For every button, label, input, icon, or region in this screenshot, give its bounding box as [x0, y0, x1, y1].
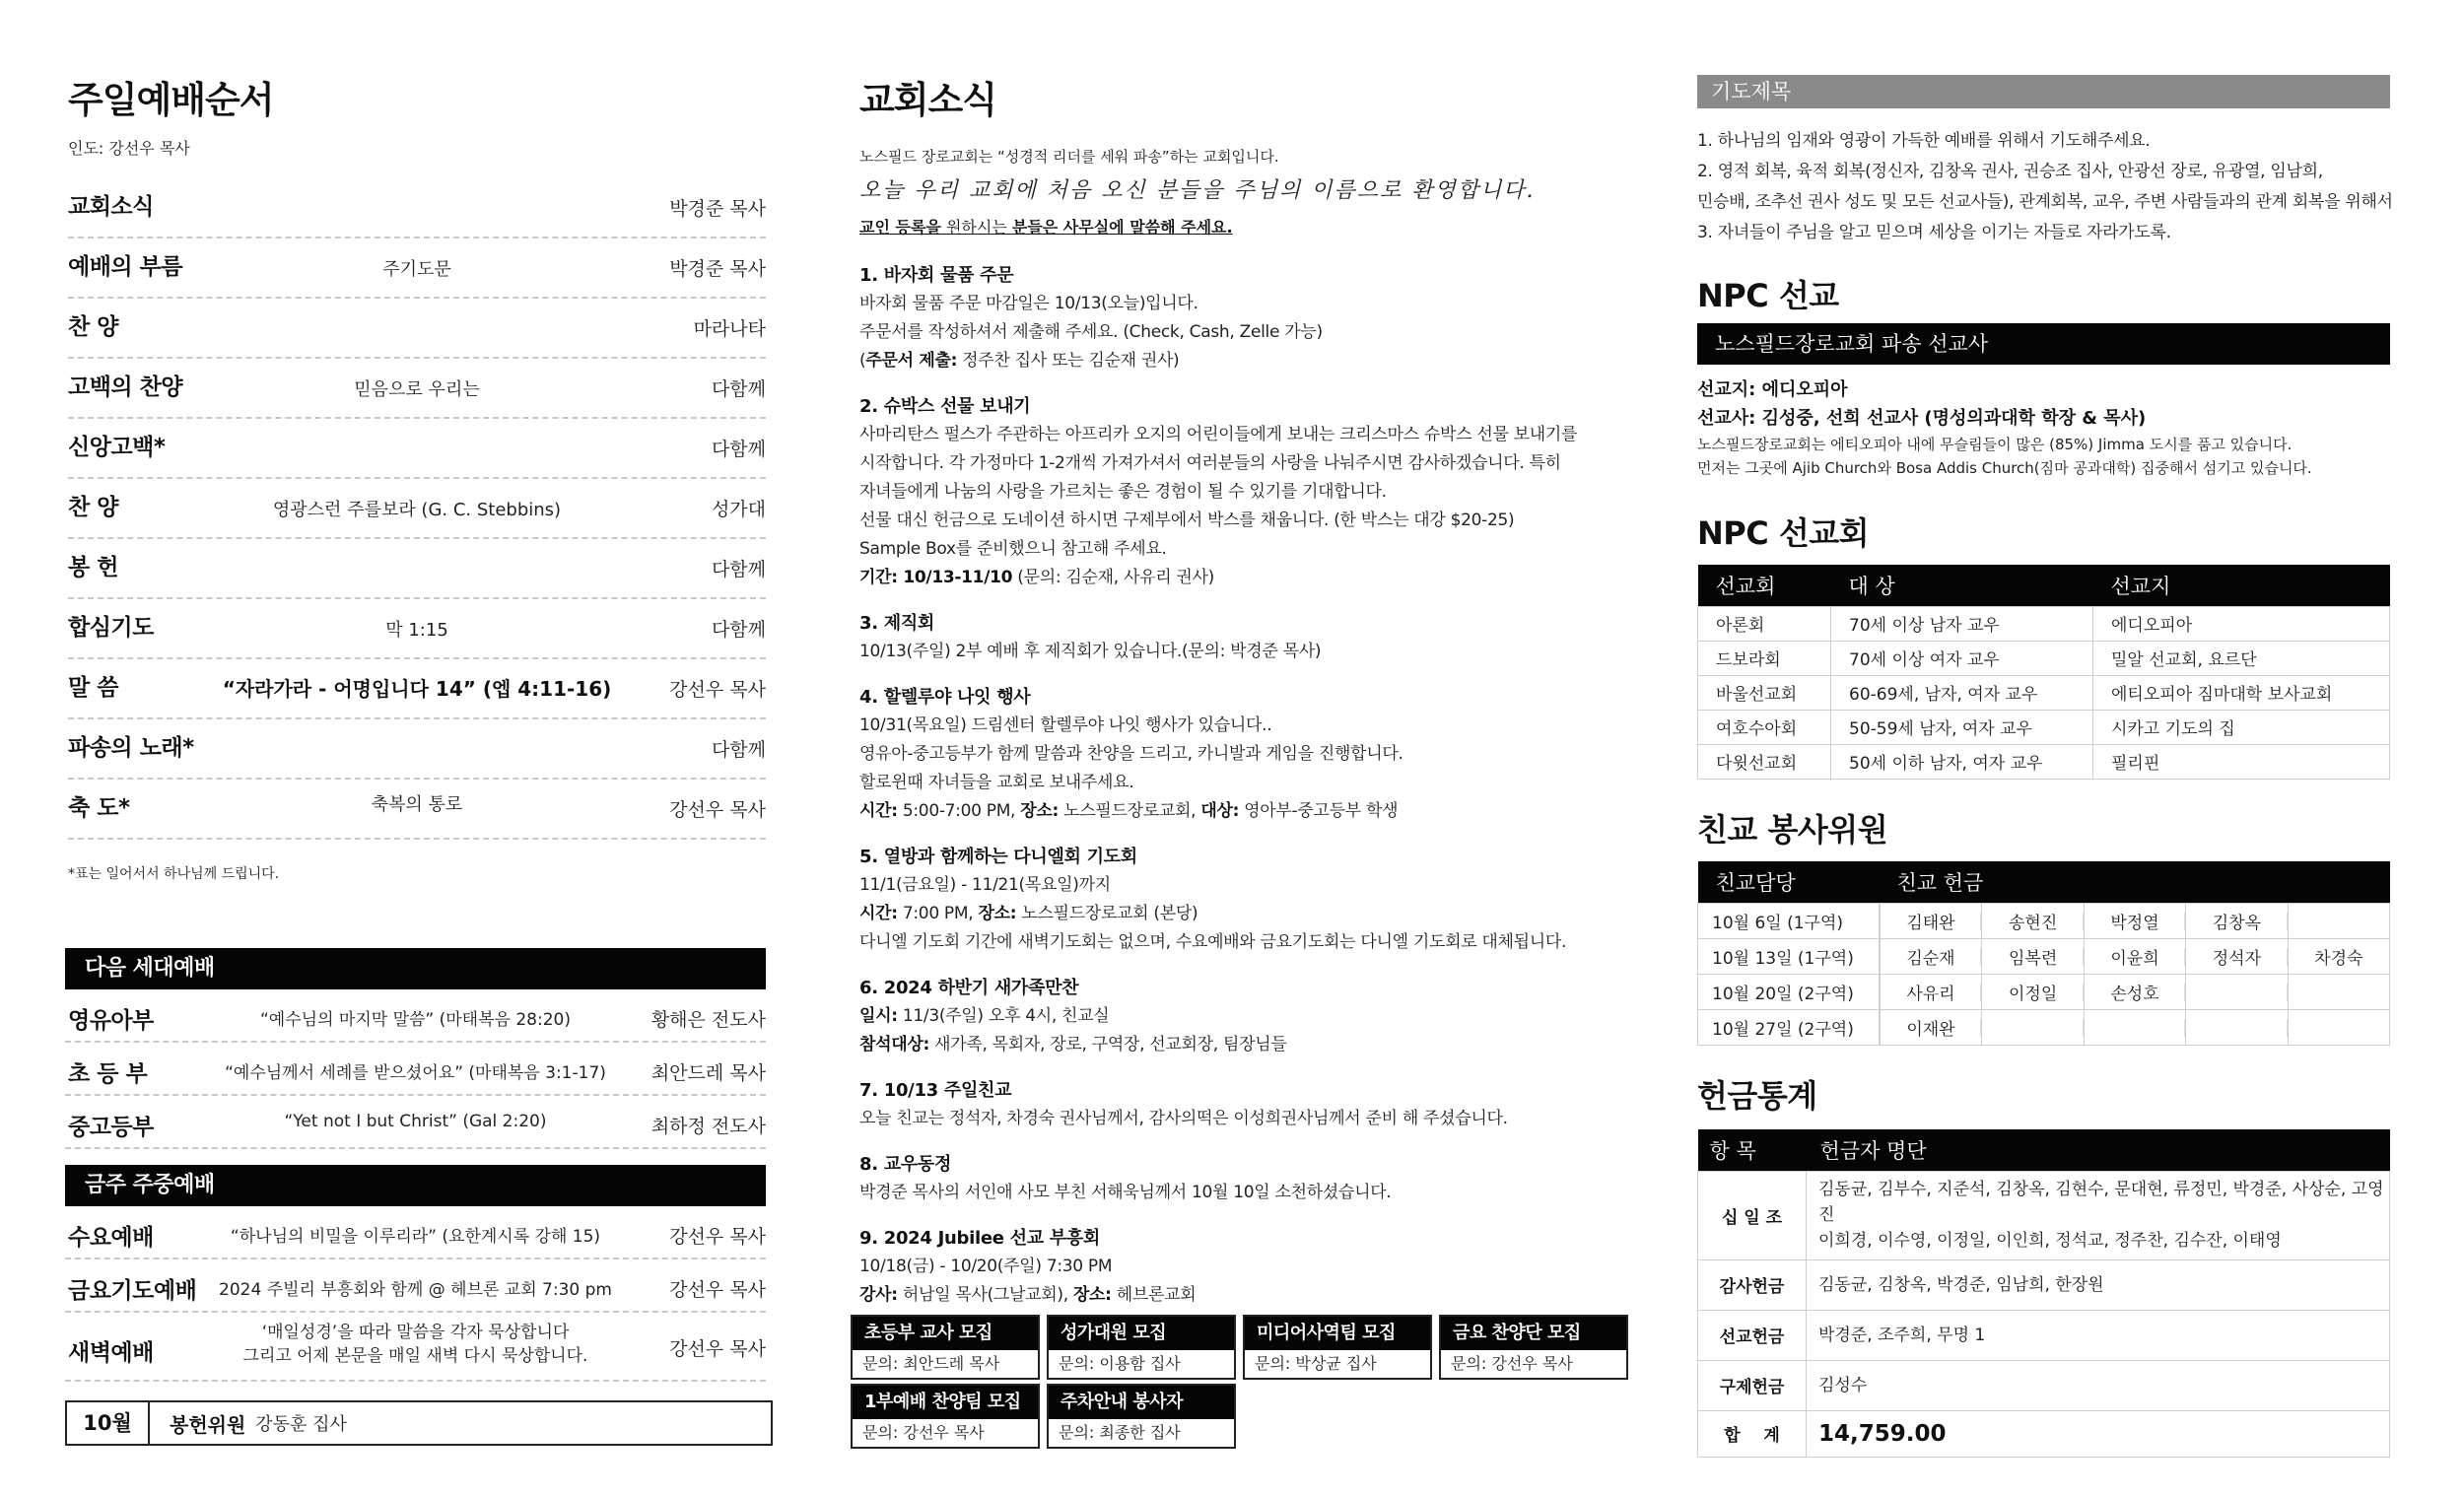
table-header-row — [1698, 861, 2390, 903]
committee-name: 강동훈 집사 — [255, 1414, 347, 1435]
fellowship-name — [2186, 974, 2288, 1009]
news-item — [859, 975, 1648, 1059]
order-row — [68, 719, 766, 780]
news-line: 10/18(금) - 10/20(주일) 7:30 PM — [859, 1257, 1113, 1276]
offering-title: 헌금통계 — [1697, 1077, 1817, 1115]
order-detail: 영광스런 주를보라 (G. C. Stebbins) — [272, 500, 562, 520]
order-leader: 강선우 목사 — [669, 679, 766, 701]
news-line-label: 시간: — [859, 904, 898, 923]
service-leader: 강선우 목사 — [669, 1226, 766, 1248]
order-row — [68, 539, 766, 599]
recruit-title: 주차안내 봉사자 — [1049, 1386, 1234, 1419]
recruit-title: 미디어사역팀 모집 — [1245, 1317, 1430, 1350]
prayer-item: 3. 자녀들이 주님을 알고 믿으며 세상을 이기는 자들로 자라가도록. — [1697, 223, 2171, 242]
fellowship-name: 박정열 — [2084, 903, 2185, 938]
fellowship-name — [2288, 1009, 2389, 1045]
service-detail-line: 그리고 어제 본문을 매일 새벽 다시 묵상합니다. — [242, 1346, 588, 1366]
recruit-contact: 문의: 최안드레 목사 — [853, 1350, 1038, 1378]
table-row — [1698, 938, 2390, 974]
table-header-row — [1698, 1129, 2390, 1171]
sermon-title: “자라가라 - 어명입니다 14” (엡 4:11-16) — [222, 677, 612, 701]
service-row — [65, 1096, 766, 1149]
recruit-contact: 문의: 강선우 목사 — [853, 1419, 1038, 1447]
news-line: Sample Box를 준비했으니 참고해 주세요. — [859, 539, 1167, 559]
order-leader: 박경준 목사 — [669, 198, 766, 220]
recruit-contact: 문의: 최종한 집사 — [1049, 1419, 1234, 1447]
news-item — [859, 1225, 1648, 1310]
mission-field: 선교지: 에디오피아 — [1697, 379, 1848, 400]
order-leader: 성가대 — [711, 499, 766, 520]
column-header: 항 목 — [1698, 1129, 1807, 1171]
service-detail: “예수님께서 세례를 받으셨어요” (마태복음 3:1-17) — [225, 1063, 606, 1083]
order-detail: 주기도문 — [382, 259, 451, 280]
order-leader: 박경준 목사 — [669, 258, 766, 280]
offering-donors: 박경준, 조주희, 무명 1 — [1807, 1310, 2390, 1360]
service-detail: “하나님의 비밀을 이루리라” (요한계시록 강해 15) — [230, 1227, 601, 1247]
order-label: 예배의 부름 — [68, 254, 183, 280]
order-leader: 다함께 — [711, 378, 766, 400]
mission-title: NPC 선교 — [1697, 277, 1839, 314]
news-item — [859, 262, 1648, 375]
recruit-card — [851, 1315, 1040, 1380]
worship-leader: 인도: 강선우 목사 — [68, 139, 190, 158]
news-item-title: 3. 제직회 — [859, 613, 934, 634]
committee-label: 봉헌위원 — [170, 1412, 246, 1437]
order-leader: 강선우 목사 — [669, 799, 766, 821]
fellowship-name: 김태완 — [1880, 903, 1982, 938]
offering-item: 구제헌금 — [1698, 1360, 1807, 1410]
fellowship-date: 10월 27일 (2구역) — [1698, 1009, 1880, 1045]
news-line — [859, 347, 1648, 375]
service-leader: 강선우 목사 — [669, 1338, 766, 1360]
news-line — [859, 564, 1648, 592]
news-line-part: 허남일 목사(그날교회), — [897, 1285, 1073, 1305]
table-row — [1698, 1360, 2390, 1410]
order-row — [68, 780, 766, 840]
fellowship-name — [2084, 1009, 2185, 1045]
news-item-title: 6. 2024 하반기 새가족만찬 — [859, 978, 1079, 998]
weekday-service-header: 금주 주중예배 — [65, 1165, 766, 1206]
standing-footnote: *표는 일어서서 하나님께 드립니다. — [68, 866, 280, 882]
mission-info — [1697, 375, 2312, 480]
fellowship-name: 이윤희 — [2084, 938, 2185, 974]
service-detail: “예수님의 마지막 말씀” (마태복음 28:20) — [260, 1010, 571, 1030]
service-label: 금요기도예배 — [68, 1278, 197, 1304]
recruit-contact: 문의: 이용함 집사 — [1049, 1350, 1234, 1378]
news-line-part: 노스필드장로교회, — [1059, 801, 1201, 821]
news-line: 자녀들에게 나눔의 사랑을 가르치는 좋은 경험이 될 수 있기를 기대합니다. — [859, 482, 1387, 502]
news-line-label: 장소: — [1072, 1285, 1112, 1305]
table-cell: 시카고 기도의 집 — [2093, 710, 2390, 744]
order-row — [68, 238, 766, 299]
news-line: 박경준 목사의 서인애 사모 부친 서해욱님께서 10월 10일 소천하셨습니다. — [859, 1183, 1392, 1202]
news-line — [859, 900, 1648, 928]
prayer-item: 1. 하나님의 임재와 영광이 가득한 예배를 위해서 기도해주세요. — [1697, 131, 2151, 151]
order-label: 신앙고백* — [68, 435, 166, 460]
offering-committee-box — [65, 1400, 773, 1446]
mission-groups-title: NPC 선교회 — [1697, 514, 1870, 552]
news-line-label: 일시: — [859, 1006, 898, 1026]
prayer-item: 민승배, 조추선 권사 성도 및 모든 선교사들), 관계회복, 교우, 주변 사람들과의 관계 회복을 위해서 — [1697, 192, 2393, 212]
fellowship-name — [1982, 1009, 2084, 1045]
fellowship-name: 이재완 — [1880, 1009, 1982, 1045]
recruit-contact: 문의: 강선우 목사 — [1441, 1350, 1626, 1378]
table-cell: 50세 이하 남자, 여자 교우 — [1831, 744, 2093, 779]
service-leader: 최안드레 목사 — [650, 1062, 766, 1084]
news-line-label: 참석대상: — [859, 1035, 929, 1054]
offering-donors: 김성수 — [1807, 1360, 2390, 1410]
news-line: 할로윈때 자녀들을 교회로 보내주세요. — [859, 773, 1134, 792]
table-row — [1698, 606, 2390, 641]
news-line: 11/1(금요일) - 11/21(목요일)까지 — [859, 875, 1111, 895]
fellowship-name — [2288, 903, 2389, 938]
order-row — [68, 479, 766, 539]
table-cell: 밀알 선교회, 요르단 — [2093, 641, 2390, 675]
church-motto: 노스필드 장로교회는 “성경적 리더를 세워 파송”하는 교회입니다. — [859, 148, 1279, 166]
column-header: 대 상 — [1831, 565, 2093, 606]
fellowship-date: 10월 13일 (1구역) — [1698, 938, 1880, 974]
service-label: 수요예배 — [68, 1225, 154, 1251]
service-row — [65, 1206, 766, 1259]
service-leader: 최하정 전도사 — [650, 1116, 766, 1137]
news-item — [859, 1151, 1648, 1207]
table-row — [1698, 744, 2390, 779]
news-item-title: 5. 열방과 함께하는 다니엘회 기도회 — [859, 847, 1137, 867]
service-label: 새벽예배 — [68, 1340, 154, 1366]
table-row — [1698, 641, 2390, 675]
fellowship-name: 김순재 — [1880, 938, 1982, 974]
news-line: 바자회 물품 주문 마감일은 10/13(오늘)입니다. — [859, 294, 1198, 313]
missionary-name: 선교사: 김성중, 선희 선교사 (명성의과대학 학장 & 목사) — [1697, 408, 2147, 429]
table-row — [1698, 1009, 2390, 1045]
mission-description: 먼저는 그곳에 Ajib Church와 Bosa Addis Church(짐마 공과대학) 집중해서 섬기고 있습니다. — [1697, 459, 2312, 477]
service-row — [65, 989, 766, 1043]
table-cell: 필리핀 — [2093, 744, 2390, 779]
offering-item: 십 일 조 — [1698, 1171, 1807, 1259]
order-row — [68, 419, 766, 479]
fellowship-name: 정석자 — [2186, 938, 2288, 974]
welcome-message: 오늘 우리 교회에 처음 오신 분들을 주님의 이름으로 환영합니다. — [859, 178, 1536, 203]
recruit-title: 성가대원 모집 — [1049, 1317, 1234, 1350]
table-cell: 70세 이상 남자 교우 — [1831, 606, 2093, 641]
table-row — [1698, 710, 2390, 744]
news-line: 선물 대신 헌금으로 도네이션 하시면 구제부에서 박스를 채웁니다. (한 박스는 대강 $20-25) — [859, 510, 1515, 530]
news-line: 사마리탄스 펄스가 주관하는 아프리카 오지의 어린이들에게 보내는 크리스마스 슈박스 선물 보내기를 — [859, 425, 1578, 444]
order-leader: 다함께 — [711, 439, 766, 460]
news-item — [859, 393, 1648, 592]
church-news-title: 교회소식 — [859, 79, 996, 121]
donor-line: 이희경, 이수영, 이정일, 이인희, 정석교, 정주찬, 김수잔, 이태영 — [1818, 1231, 2282, 1251]
prayer-header: 기도제목 — [1697, 75, 2390, 108]
news-item — [859, 1077, 1648, 1133]
news-line-part: 새가족, 목회자, 장로, 구역장, 선교회장, 팀장님들 — [929, 1035, 1287, 1054]
news-line-part: 5:00-7:00 PM, — [897, 801, 1021, 821]
order-detail: 막 1:15 — [385, 620, 448, 641]
offering-item: 합 계 — [1698, 1410, 1807, 1457]
fellowship-name: 손성호 — [2084, 974, 2185, 1009]
column-header: 친교담당 — [1698, 861, 1880, 903]
offering-donors: 김동균, 김창옥, 박경준, 임남희, 한장원 — [1807, 1259, 2390, 1310]
table-row — [1698, 1171, 2390, 1259]
news-item-title: 8. 교우동정 — [859, 1154, 952, 1175]
service-detail: 2024 주빌리 부흥회와 함께 @ 헤브론 교회 7:30 pm — [219, 1280, 612, 1300]
table-row — [1698, 1310, 2390, 1360]
table-cell: 에티오피아 짐마대학 보사교회 — [2093, 675, 2390, 710]
column-header: 선교회 — [1698, 565, 1831, 606]
news-line-part: 영아부-중고등부 학생 — [1239, 801, 1399, 821]
registration-note-part: 교인 등록을 — [859, 218, 941, 237]
prayer-list — [1697, 126, 2393, 248]
service-leader: 황해은 전도사 — [650, 1009, 766, 1031]
prayer-item: 2. 영적 회복, 육적 회복(정신자, 김창옥 권사, 권승조 집사, 안광선 장로, 유광열, 임남희, — [1697, 162, 2323, 181]
mission-description: 노스필드장로교회는 에티오피아 내에 무슬림들이 많은 (85%) Jimma 도시를 품고 있습니다. — [1697, 436, 2293, 453]
news-line — [859, 797, 1648, 826]
order-row — [68, 599, 766, 659]
service-detail: “Yet not I but Christ” (Gal 2:20) — [284, 1112, 547, 1131]
next-generation-header: 다음 세대예배 — [65, 948, 766, 989]
news-line: 영유아-중고등부가 함께 말씀과 찬양을 드리고, 카니발과 게임을 진행합니다. — [859, 744, 1403, 764]
news-line-part: 정주찬 집사 또는 김순재 권사) — [957, 351, 1180, 371]
order-label: 축 도* — [68, 795, 130, 821]
table-row — [1698, 1259, 2390, 1310]
order-label: 말 씀 — [68, 675, 118, 701]
order-row — [68, 359, 766, 419]
table-row — [1698, 903, 2390, 938]
order-detail: 축복의 통로 — [371, 794, 463, 815]
news-item-title: 4. 할렐루야 나잇 행사 — [859, 687, 1031, 708]
news-line-label: 기간: 10/13-11/10 — [859, 568, 1013, 587]
recruit-card — [1243, 1315, 1432, 1380]
fellowship-name: 김창옥 — [2186, 903, 2288, 938]
registration-note-part: 분들은 사무실에 말씀해 주세요. — [1011, 218, 1233, 237]
order-label: 교회소식 — [68, 194, 154, 220]
worship-order-list — [68, 178, 766, 840]
fellowship-name: 차경숙 — [2288, 938, 2389, 974]
news-line — [859, 1281, 1648, 1310]
recruit-title: 1부예배 찬양팀 모집 — [853, 1386, 1038, 1419]
recruit-card — [1047, 1384, 1236, 1449]
news-line: 다니엘 기도회 기간에 새벽기도회는 없으며, 수요예배와 금요기도회는 다니엘 기도회로 대체됩니다. — [859, 932, 1567, 952]
service-label: 초 등 부 — [68, 1061, 148, 1087]
table-cell: 바울선교회 — [1698, 675, 1831, 710]
next-generation-section — [65, 948, 766, 1149]
news-line-label: 장소: — [978, 904, 1017, 923]
offering-table — [1697, 1129, 2390, 1458]
order-leader: 다함께 — [711, 739, 766, 761]
order-label: 봉 헌 — [68, 555, 118, 580]
recruit-card — [851, 1384, 1040, 1449]
table-cell: 에디오피아 — [2093, 606, 2390, 641]
news-item-title: 7. 10/13 주일친교 — [859, 1080, 1012, 1101]
table-header-row — [1698, 565, 2390, 606]
order-label: 찬 양 — [68, 314, 118, 340]
news-item — [859, 610, 1648, 666]
news-line-part: 헤브론교회 — [1111, 1285, 1197, 1305]
order-leader: 다함께 — [711, 619, 766, 641]
order-label: 파송의 노래* — [68, 735, 194, 761]
order-row — [68, 178, 766, 238]
order-detail: 믿음으로 우리는 — [354, 379, 480, 400]
service-row — [65, 1259, 766, 1313]
recruit-contact: 문의: 박상균 집사 — [1245, 1350, 1430, 1378]
order-label: 고백의 찬양 — [68, 374, 183, 400]
table-cell: 60-69세, 남자, 여자 교우 — [1831, 675, 2093, 710]
news-line-label: 주문서 제출: — [865, 351, 958, 371]
news-line-label: 시간: — [859, 801, 898, 821]
table-row — [1698, 675, 2390, 710]
news-line-part: (문의: 김순재, 사유리 권사) — [1012, 568, 1215, 587]
fellowship-name: 이정일 — [1982, 974, 2084, 1009]
order-row — [68, 659, 766, 719]
fellowship-name: 사유리 — [1880, 974, 1982, 1009]
news-item-title: 1. 바자회 물품 주문 — [859, 265, 1014, 286]
service-label: 영유아부 — [68, 1008, 154, 1034]
order-leader: 다함께 — [711, 559, 766, 580]
news-line-part: 7:00 PM, — [897, 904, 979, 923]
recruit-card — [1047, 1315, 1236, 1380]
column-header: 친교 헌금 — [1880, 861, 2390, 903]
recruit-title: 초등부 교사 모집 — [853, 1317, 1038, 1350]
table-cell: 아론회 — [1698, 606, 1831, 641]
donor-line: 김동균, 김부수, 지준석, 김창옥, 김현수, 문대현, 류정민, 박경준, 사상순, 고영진 — [1818, 1180, 2384, 1225]
offering-item: 선교헌금 — [1698, 1310, 1807, 1360]
registration-note — [859, 215, 1233, 238]
fellowship-table — [1697, 861, 2390, 1046]
column-header: 헌금자 명단 — [1807, 1129, 2390, 1171]
fellowship-date: 10월 20일 (2구역) — [1698, 974, 1880, 1009]
service-detail — [65, 1321, 766, 1368]
column-header: 선교지 — [2093, 565, 2390, 606]
fellowship-date: 10월 6일 (1구역) — [1698, 903, 1880, 938]
table-row — [1698, 1410, 2390, 1457]
fellowship-name — [2288, 974, 2389, 1009]
news-line-part: ( — [859, 351, 866, 371]
news-line: 10/31(목요일) 드림센터 할렐루야 나잇 행사가 있습니다.. — [859, 715, 1272, 735]
recruit-title: 금요 찬양단 모집 — [1441, 1317, 1626, 1350]
fellowship-title: 친교 봉사위원 — [1697, 811, 1888, 849]
table-row — [1698, 974, 2390, 1009]
mission-bar: 노스필드장로교회 파송 선교사 — [1697, 323, 2390, 365]
service-row — [65, 1043, 766, 1096]
news-line-label: 강사: — [859, 1285, 898, 1305]
order-leader: 마라나타 — [693, 318, 766, 340]
fellowship-name: 임복련 — [1982, 938, 2084, 974]
recruit-card — [1439, 1315, 1628, 1380]
news-line-part: 노스필드장로교회 (본당) — [1016, 904, 1198, 923]
service-detail-line: ‘매일성경’을 따라 말씀을 각자 묵상합니다 — [261, 1323, 570, 1342]
news-item-title: 2. 슈박스 선물 보내기 — [859, 396, 1031, 417]
news-list — [859, 244, 1648, 1310]
service-label: 중고등부 — [68, 1115, 154, 1140]
table-cell: 70세 이상 여자 교우 — [1831, 641, 2093, 675]
mission-groups-table — [1697, 565, 2390, 780]
service-leader: 강선우 목사 — [669, 1279, 766, 1301]
offering-total: 14,759.00 — [1807, 1410, 2390, 1457]
news-line: 오늘 친교는 정석자, 차경숙 권사님께서, 감사의떡은 이성희권사님께서 준비 해 주셨습니다. — [859, 1109, 1508, 1128]
news-item-title: 9. 2024 Jubilee 선교 부흥회 — [859, 1228, 1101, 1249]
fellowship-name — [2186, 1009, 2288, 1045]
weekday-service-section — [65, 1165, 766, 1382]
committee-month: 10월 — [67, 1402, 150, 1444]
table-cell: 드보라회 — [1698, 641, 1831, 675]
order-row — [68, 299, 766, 359]
offering-item: 감사헌금 — [1698, 1259, 1807, 1310]
registration-note-part: 원하시는 — [940, 218, 1012, 237]
news-line — [859, 1002, 1648, 1031]
table-cell: 50-59세 남자, 여자 교우 — [1831, 710, 2093, 744]
news-item — [859, 844, 1648, 957]
fellowship-name: 송현진 — [1982, 903, 2084, 938]
news-line — [859, 1031, 1648, 1059]
worship-order-title: 주일예배순서 — [68, 79, 274, 121]
order-label: 찬 양 — [68, 495, 118, 520]
service-row — [65, 1313, 766, 1382]
table-cell: 여호수아회 — [1698, 710, 1831, 744]
news-line: 주문서를 작성하셔서 제출해 주세요. (Check, Cash, Zelle 가능) — [859, 322, 1323, 342]
order-label: 합심기도 — [68, 615, 154, 641]
news-line-label: 장소: — [1020, 801, 1060, 821]
news-line-label: 대상: — [1200, 801, 1240, 821]
news-item — [859, 684, 1648, 826]
news-line: 10/13(주일) 2부 예배 후 제직회가 있습니다.(문의: 박경준 목사) — [859, 642, 1322, 661]
offering-donors — [1807, 1171, 2390, 1259]
news-line: 시작합니다. 각 가정마다 1-2개씩 가져가셔서 여러분들의 사랑을 나눠주시면 감사하겠습니다. 특히 — [859, 453, 1561, 473]
table-cell: 다윗선교회 — [1698, 744, 1831, 779]
news-line-part: 11/3(주일) 오후 4시, 친교실 — [897, 1006, 1110, 1026]
